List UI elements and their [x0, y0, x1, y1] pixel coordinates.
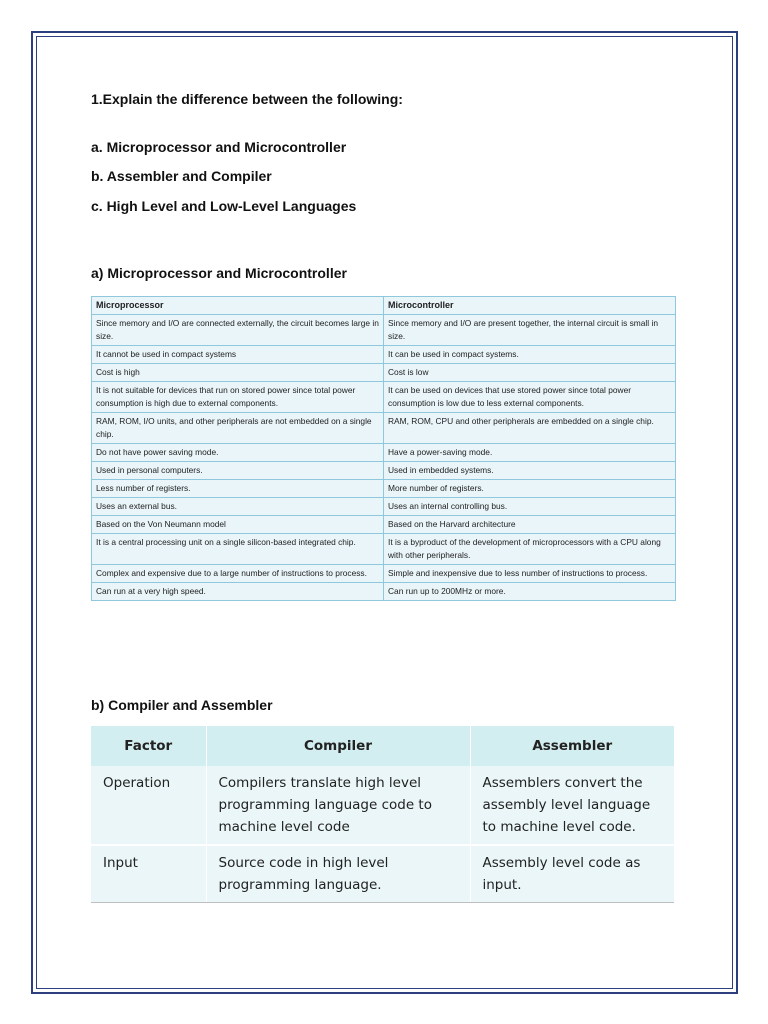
table-cell: Source code in high level programming language. — [206, 845, 470, 903]
table-cell: Complex and expensive due to a large number of instructions to process. — [92, 565, 384, 583]
table-cell: Used in personal computers. — [92, 462, 384, 480]
table-row — [92, 462, 676, 480]
table-cell: Compilers translate high level programming language code to machine level code — [206, 766, 470, 845]
table-cell: RAM, ROM, CPU and other peripherals are embedded on a single chip. — [384, 413, 676, 444]
table-header-row — [92, 297, 676, 315]
table-row — [92, 364, 676, 382]
table-cell: It is not suitable for devices that run on stored power since total power consumption is high due to external components. — [92, 382, 384, 413]
column-header-compiler: Compiler — [206, 726, 470, 766]
table-row — [92, 516, 676, 534]
microprocessor-comparison-table — [91, 296, 676, 601]
question-item-b: b. Assembler and Compiler — [91, 168, 272, 184]
table-cell: Based on the Von Neumann model — [92, 516, 384, 534]
compiler-assembler-table — [91, 726, 674, 903]
table-row — [92, 315, 676, 346]
column-header-assembler: Assembler — [470, 726, 674, 766]
section-b-heading: b) Compiler and Assembler — [91, 697, 273, 713]
table-cell: Since memory and I/O are present together, the internal circuit is small in size. — [384, 315, 676, 346]
table-cell: Assemblers convert the assembly level language to machine level code. — [470, 766, 674, 845]
table-row — [92, 534, 676, 565]
table-row — [92, 565, 676, 583]
table-cell: It cannot be used in compact systems — [92, 346, 384, 364]
table-cell: More number of registers. — [384, 480, 676, 498]
table-row — [92, 480, 676, 498]
table-row — [91, 766, 674, 845]
table-cell: Have a power-saving mode. — [384, 444, 676, 462]
table-row — [92, 413, 676, 444]
table-cell: It is a byproduct of the development of microprocessors with a CPU along with other peripherals. — [384, 534, 676, 565]
column-header-microprocessor: Microprocessor — [92, 297, 384, 315]
table-cell: Cost is high — [92, 364, 384, 382]
column-header-factor: Factor — [91, 726, 206, 766]
column-header-microcontroller: Microcontroller — [384, 297, 676, 315]
table-cell: Simple and inexpensive due to less number of instructions to process. — [384, 565, 676, 583]
table-row — [92, 498, 676, 516]
table-cell: Assembly level code as input. — [470, 845, 674, 903]
table-cell: It can be used on devices that use stored power since total power consumption is low due to less external components. — [384, 382, 676, 413]
table-cell: Input — [91, 845, 206, 903]
table-cell: It can be used in compact systems. — [384, 346, 676, 364]
table-cell: Used in embedded systems. — [384, 462, 676, 480]
table-row — [92, 346, 676, 364]
table-cell: Can run up to 200MHz or more. — [384, 583, 676, 601]
table-cell: Operation — [91, 766, 206, 845]
table-cell: Cost is low — [384, 364, 676, 382]
table-cell: It is a central processing unit on a single silicon-based integrated chip. — [92, 534, 384, 565]
table-row — [92, 444, 676, 462]
table-header-row — [91, 726, 674, 766]
table-cell: Since memory and I/O are connected externally, the circuit becomes large in size. — [92, 315, 384, 346]
table-row — [91, 845, 674, 903]
question-item-c: c. High Level and Low-Level Languages — [91, 198, 357, 214]
table-cell: Uses an internal controlling bus. — [384, 498, 676, 516]
question-item-a: a. Microprocessor and Microcontroller — [91, 139, 347, 155]
table-cell: Less number of registers. — [92, 480, 384, 498]
table-cell: Can run at a very high speed. — [92, 583, 384, 601]
table-cell: Based on the Harvard architecture — [384, 516, 676, 534]
table-cell: Uses an external bus. — [92, 498, 384, 516]
table-cell: RAM, ROM, I/O units, and other peripherals are not embedded on a single chip. — [92, 413, 384, 444]
table-cell: Do not have power saving mode. — [92, 444, 384, 462]
section-a-heading: a) Microprocessor and Microcontroller — [91, 265, 347, 281]
table-row — [92, 382, 676, 413]
question-title: 1.Explain the difference between the following: — [91, 91, 403, 107]
table-row — [92, 583, 676, 601]
